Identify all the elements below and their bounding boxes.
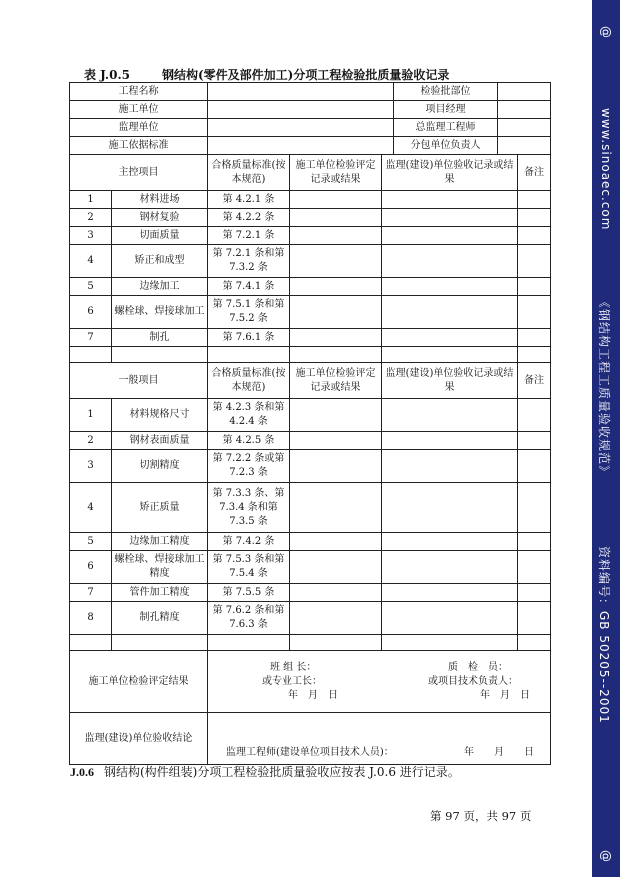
header-value xyxy=(498,119,551,137)
item-standard: 第 7.6.1 条 xyxy=(208,329,290,347)
item-construction-result xyxy=(290,278,382,296)
header-label: 分包单位负责人 xyxy=(394,137,498,155)
item-supervision-result xyxy=(382,245,518,278)
table-row xyxy=(70,83,551,101)
item-supervision-result xyxy=(382,191,518,209)
item-number: 6 xyxy=(70,551,112,584)
table-row xyxy=(70,635,551,651)
blank-cell xyxy=(290,635,382,651)
item-construction-result xyxy=(290,450,382,483)
page-number: 第 97 页，共 97 页 xyxy=(430,809,532,823)
item-construction-result xyxy=(290,602,382,635)
table-row xyxy=(70,329,551,347)
table-number: 表 J.0.5 xyxy=(84,68,130,82)
item-standard: 第 7.3.3 条、第 7.3.4 条和第 7.3.5 条 xyxy=(208,483,290,533)
item-construction-result xyxy=(290,227,382,245)
blank-cell xyxy=(382,635,518,651)
blank-cell xyxy=(518,347,551,363)
item-standard: 第 7.2.1 条 xyxy=(208,227,290,245)
item-construction-result xyxy=(290,191,382,209)
item-supervision-result xyxy=(382,399,518,432)
supervision-eval-label: 监理(建设)单位验收结论 xyxy=(70,713,208,765)
header-label: 监理单位 xyxy=(70,119,208,137)
item-number: 2 xyxy=(70,209,112,227)
item-number: 3 xyxy=(70,227,112,245)
item-name: 切面质量 xyxy=(112,227,208,245)
table-row xyxy=(70,651,551,713)
table-row xyxy=(70,551,551,584)
item-construction-result xyxy=(290,399,382,432)
sidebar-site-url: www.sinoaec.com xyxy=(599,108,613,231)
item-remark xyxy=(518,296,551,329)
item-number: 6 xyxy=(70,296,112,329)
col-header-remark: 备注 xyxy=(518,155,551,191)
item-number: 5 xyxy=(70,278,112,296)
header-label: 施工单位 xyxy=(70,101,208,119)
item-number: 7 xyxy=(70,329,112,347)
note-number: J.0.6 xyxy=(70,765,94,779)
blank-cell xyxy=(518,635,551,651)
table-row xyxy=(70,432,551,450)
col-header-supervision: 监理(建设)单位验收记录或结果 xyxy=(382,155,518,191)
col-header-remark: 备注 xyxy=(518,363,551,399)
supervision-date: 年 月 日 xyxy=(464,747,535,758)
table-row xyxy=(70,363,551,399)
item-standard: 第 7.4.2 条 xyxy=(208,533,290,551)
col-header-supervision: 监理(建设)单位验收记录或结果 xyxy=(382,363,518,399)
header-label: 施工依据标准 xyxy=(70,137,208,155)
item-number: 8 xyxy=(70,602,112,635)
blank-cell xyxy=(208,635,290,651)
table-row xyxy=(70,101,551,119)
item-supervision-result xyxy=(382,584,518,602)
sidebar-mark-bottom: @ xyxy=(599,850,613,862)
header-label: 总监理工程师 xyxy=(394,119,498,137)
item-name: 螺栓球、焊接球加工 xyxy=(112,296,208,329)
header-label: 项目经理 xyxy=(394,101,498,119)
col-header-standard: 合格质量标准(按本规范) xyxy=(208,155,290,191)
item-supervision-result xyxy=(382,450,518,483)
item-construction-result xyxy=(290,245,382,278)
item-construction-result xyxy=(290,209,382,227)
table-row xyxy=(70,278,551,296)
item-standard: 第 4.2.5 条 xyxy=(208,432,290,450)
table-row xyxy=(70,602,551,635)
header-value xyxy=(208,101,394,119)
item-standard: 第 4.2.2 条 xyxy=(208,209,290,227)
item-supervision-result xyxy=(382,227,518,245)
header-label: 检验批部位 xyxy=(394,83,498,101)
header-value xyxy=(498,83,551,101)
col-header-construction: 施工单位检验评定记录或结果 xyxy=(290,363,382,399)
table-row xyxy=(70,483,551,533)
header-value xyxy=(208,83,394,101)
item-remark xyxy=(518,450,551,483)
item-standard: 第 7.5.1 条和第 7.5.2 条 xyxy=(208,296,290,329)
item-name: 螺栓球、焊接球加工精度 xyxy=(112,551,208,584)
item-supervision-result xyxy=(382,278,518,296)
item-supervision-result xyxy=(382,329,518,347)
table-title-text: 钢结构(零件及部件加工)分项工程检验批质量验收记录 xyxy=(162,68,450,82)
item-name: 材料进场 xyxy=(112,191,208,209)
item-supervision-result xyxy=(382,432,518,450)
item-standard: 第 4.2.1 条 xyxy=(208,191,290,209)
item-name: 切割精度 xyxy=(112,450,208,483)
table-row xyxy=(70,245,551,278)
item-remark xyxy=(518,209,551,227)
blank-cell xyxy=(208,347,290,363)
item-name: 钢材复验 xyxy=(112,209,208,227)
item-number: 3 xyxy=(70,450,112,483)
table-row xyxy=(70,209,551,227)
table-row xyxy=(70,119,551,137)
item-construction-result xyxy=(290,432,382,450)
table-row xyxy=(70,533,551,551)
item-number: 2 xyxy=(70,432,112,450)
item-remark xyxy=(518,602,551,635)
item-supervision-result xyxy=(382,209,518,227)
table-title xyxy=(84,66,449,83)
blank-cell xyxy=(112,347,208,363)
item-standard: 第 7.6.2 条和第 7.6.3 条 xyxy=(208,602,290,635)
table-row xyxy=(70,347,551,363)
item-remark xyxy=(518,329,551,347)
item-supervision-result xyxy=(382,551,518,584)
sidebar-book-title: 《钢结构工程工质量验收规范》 xyxy=(597,296,611,479)
table-row xyxy=(70,191,551,209)
item-construction-result xyxy=(290,584,382,602)
item-name: 矫正和成型 xyxy=(112,245,208,278)
item-number: 4 xyxy=(70,245,112,278)
table-row xyxy=(70,227,551,245)
foreman-label: 或专业工长： xyxy=(262,675,322,687)
date-right: 年 月 日 xyxy=(480,689,531,701)
item-construction-result xyxy=(290,533,382,551)
item-standard: 第 7.2.1 条和第 7.3.2 条 xyxy=(208,245,290,278)
header-value xyxy=(208,119,394,137)
item-remark xyxy=(518,227,551,245)
item-supervision-result xyxy=(382,602,518,635)
construction-eval-label: 施工单位检验评定结果 xyxy=(70,651,208,713)
item-name: 制孔精度 xyxy=(112,602,208,635)
item-number: 1 xyxy=(70,399,112,432)
item-remark xyxy=(518,551,551,584)
item-remark xyxy=(518,584,551,602)
table-row xyxy=(70,450,551,483)
item-name: 管件加工精度 xyxy=(112,584,208,602)
header-value xyxy=(498,101,551,119)
item-name: 边缘加工 xyxy=(112,278,208,296)
item-remark xyxy=(518,432,551,450)
item-remark xyxy=(518,278,551,296)
item-number: 5 xyxy=(70,533,112,551)
inspection-record-table xyxy=(69,82,551,765)
next-section-note xyxy=(70,763,460,780)
sidebar-doc-code: 资料编号：GB 50205--2001 xyxy=(597,546,611,724)
table-row xyxy=(70,713,551,765)
item-standard: 第 7.5.3 条和第 7.5.4 条 xyxy=(208,551,290,584)
date-left: 年 月 日 xyxy=(288,689,338,701)
item-standard: 第 7.5.5 条 xyxy=(208,584,290,602)
section-label: 主控项目 xyxy=(70,155,208,191)
item-construction-result xyxy=(290,551,382,584)
header-label: 工程名称 xyxy=(70,83,208,101)
section-label: 一般项目 xyxy=(70,363,208,399)
item-name: 边缘加工精度 xyxy=(112,533,208,551)
table-row xyxy=(70,155,551,191)
item-remark xyxy=(518,483,551,533)
item-supervision-result xyxy=(382,296,518,329)
construction-eval-signatures xyxy=(208,651,551,713)
supervisor-sign-label: 监理工程师(建设单位项目技术人员)： xyxy=(226,747,394,758)
item-construction-result xyxy=(290,296,382,329)
item-remark xyxy=(518,245,551,278)
col-header-construction: 施工单位检验评定记录或结果 xyxy=(290,155,382,191)
sidebar-mark-top: @ xyxy=(599,26,613,38)
blank-cell xyxy=(290,347,382,363)
item-name: 矫正质量 xyxy=(112,483,208,533)
blank-cell xyxy=(70,347,112,363)
item-supervision-result xyxy=(382,483,518,533)
item-name: 制孔 xyxy=(112,329,208,347)
item-number: 7 xyxy=(70,584,112,602)
item-number: 1 xyxy=(70,191,112,209)
item-remark xyxy=(518,399,551,432)
table-row xyxy=(70,137,551,155)
item-construction-result xyxy=(290,329,382,347)
item-supervision-result xyxy=(382,533,518,551)
item-name: 钢材表面质量 xyxy=(112,432,208,450)
team-leader-label: 班 组 长： xyxy=(270,661,317,673)
supervision-eval-signature xyxy=(208,713,551,765)
item-standard: 第 4.2.3 条和第 4.2.4 条 xyxy=(208,399,290,432)
item-name: 材料规格尺寸 xyxy=(112,399,208,432)
blank-cell xyxy=(382,347,518,363)
inspector-label: 质 检 员： xyxy=(448,661,509,673)
item-remark xyxy=(518,191,551,209)
table-row xyxy=(70,584,551,602)
item-construction-result xyxy=(290,483,382,533)
tech-lead-label: 或项目技术负责人： xyxy=(428,675,519,687)
header-value xyxy=(208,137,394,155)
blank-cell xyxy=(70,635,112,651)
sidebar-banner xyxy=(592,0,620,877)
table-row xyxy=(70,296,551,329)
item-standard: 第 7.4.1 条 xyxy=(208,278,290,296)
item-remark xyxy=(518,533,551,551)
table-row xyxy=(70,399,551,432)
item-number: 4 xyxy=(70,483,112,533)
blank-cell xyxy=(112,635,208,651)
col-header-standard: 合格质量标准(按本规范) xyxy=(208,363,290,399)
item-standard: 第 7.2.2 条或第 7.2.3 条 xyxy=(208,450,290,483)
note-text: 钢结构(构件组装)分项工程检验批质量验收应按表 J.0.6 进行记录。 xyxy=(104,765,460,779)
header-value xyxy=(498,137,551,155)
